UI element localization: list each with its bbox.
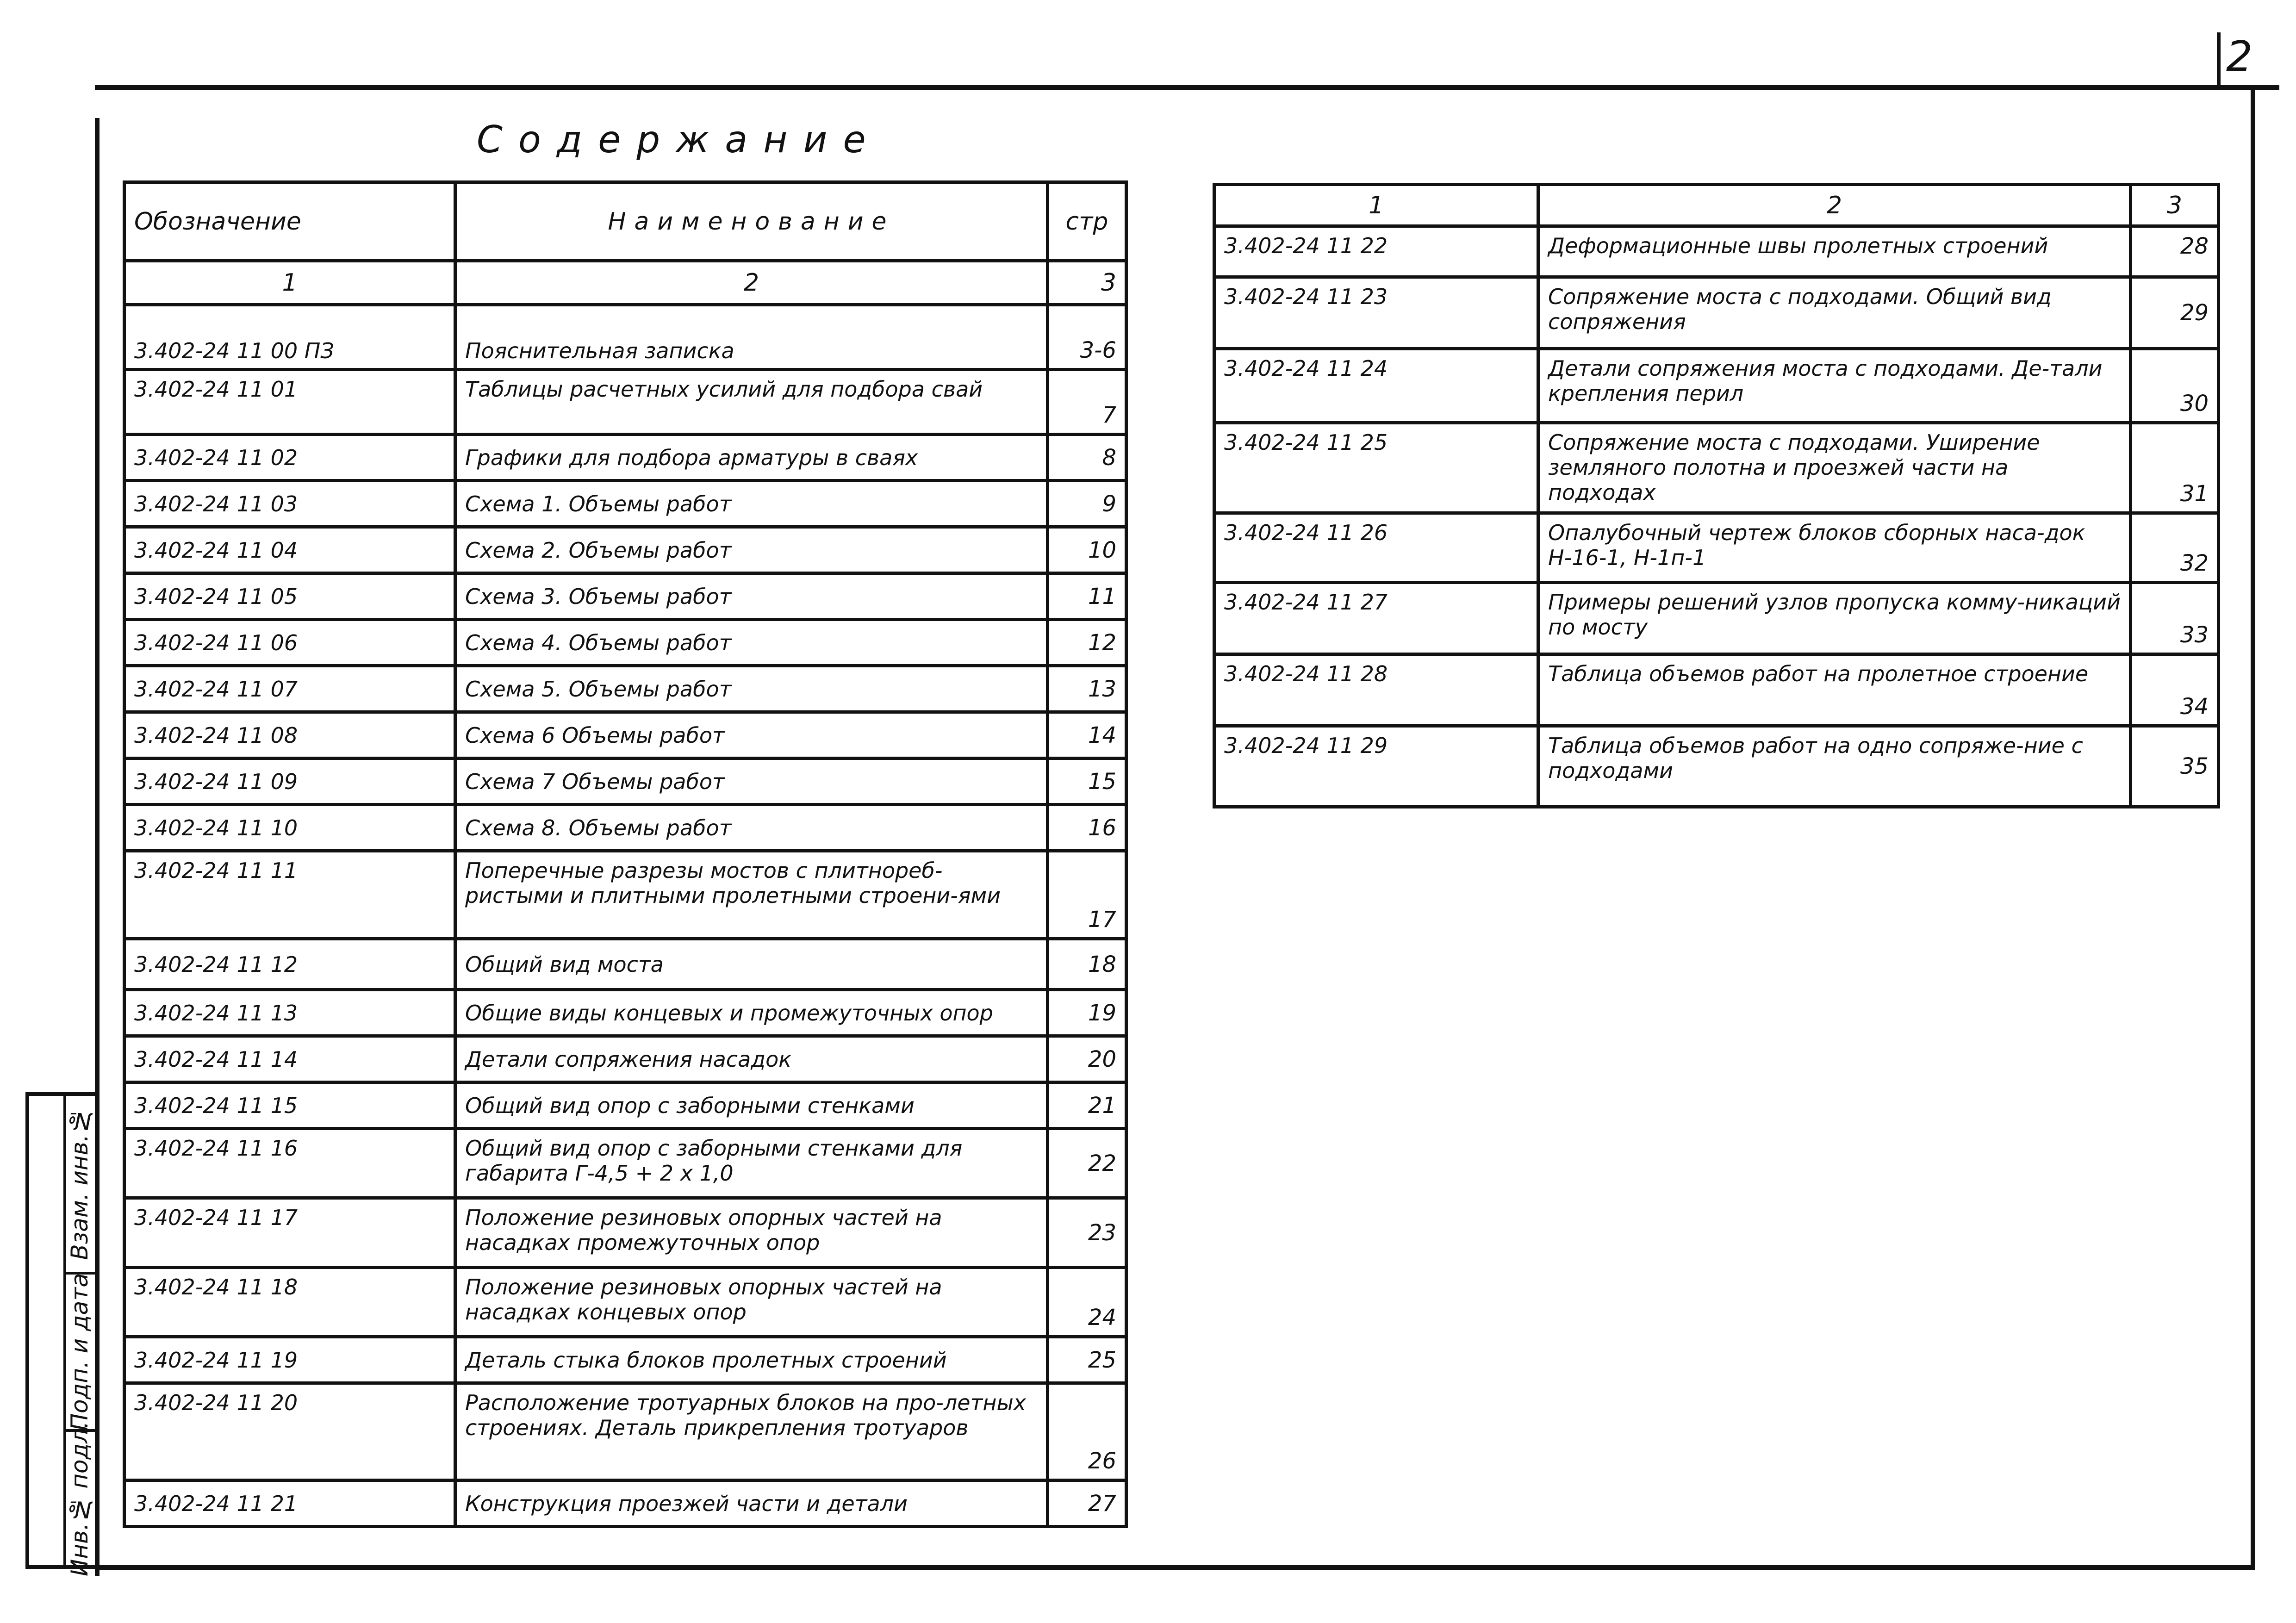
header-row: [124, 182, 1126, 261]
column-number-1: 1: [124, 261, 455, 305]
row-name: Пояснительная записка: [455, 305, 1048, 370]
row-code: 3.402-24 11 23: [1214, 277, 1538, 349]
row-name: Детали сопряжения моста с подходами. Де-тали крепления перил: [1538, 349, 2131, 423]
column-number-1: 1: [1214, 185, 1538, 226]
row-code: 3.402-24 11 17: [124, 1198, 455, 1268]
row-page: 14: [1048, 712, 1126, 759]
row-page: 29: [2131, 277, 2219, 349]
table-row: [124, 666, 1126, 712]
row-code: 3.402-24 11 16: [124, 1129, 455, 1198]
row-name: Схема 2. Объемы работ: [455, 527, 1048, 573]
row-code: 3.402-24 11 03: [124, 481, 455, 527]
table-row: [1214, 423, 2219, 513]
table-row: [124, 990, 1126, 1036]
row-name: Общие виды концевых и промежуточных опор: [455, 990, 1048, 1036]
table-row: [1214, 277, 2219, 349]
column-number-row: [1214, 185, 2219, 226]
row-name: Таблица объемов работ на пролетное строение: [1538, 654, 2131, 726]
stamp-label-signature: Подп. и дата: [66, 1273, 93, 1431]
frame-bottom-line: [95, 1565, 2255, 1570]
row-page: 31: [2131, 423, 2219, 513]
row-name: Схема 5. Объемы работ: [455, 666, 1048, 712]
table-row: [124, 573, 1126, 620]
table-row: [1214, 726, 2219, 807]
row-page: 30: [2131, 349, 2219, 423]
row-page: 9: [1048, 481, 1126, 527]
row-page: 10: [1048, 527, 1126, 573]
table-row: [1214, 654, 2219, 726]
row-code: 3.402-24 11 28: [1214, 654, 1538, 726]
table-row: [1214, 349, 2219, 423]
row-code: 3.402-24 11 08: [124, 712, 455, 759]
row-name: Расположение тротуарных блоков на про-летных строениях. Деталь прикрепления тротуаров: [455, 1383, 1048, 1480]
row-code: 3.402-24 11 27: [1214, 583, 1538, 654]
row-code: 3.402-24 11 00 ПЗ: [124, 305, 455, 370]
row-name: Деформационные швы пролетных строений: [1538, 226, 2131, 277]
row-page: 33: [2131, 583, 2219, 654]
row-name: Схема 6 Объемы работ: [455, 712, 1048, 759]
row-name: Конструкция проезжей части и детали: [455, 1480, 1048, 1527]
row-page: 12: [1048, 620, 1126, 666]
table-row: [124, 1480, 1126, 1527]
row-code: 3.402-24 11 22: [1214, 226, 1538, 277]
row-name: Схема 7 Объемы работ: [455, 759, 1048, 805]
table-row: [124, 805, 1126, 851]
row-page: 20: [1048, 1036, 1126, 1082]
row-page: 23: [1048, 1198, 1126, 1268]
row-page: 26: [1048, 1383, 1126, 1480]
row-name: Схема 8. Объемы работ: [455, 805, 1048, 851]
table-row: [124, 305, 1126, 370]
table-row: [124, 712, 1126, 759]
row-code: 3.402-24 11 14: [124, 1036, 455, 1082]
row-code: 3.402-24 11 12: [124, 939, 455, 990]
stamp-label-column: [63, 1096, 100, 1577]
table-row: [1214, 583, 2219, 654]
table-row: [124, 1036, 1126, 1082]
row-code: 3.402-24 11 18: [124, 1268, 455, 1337]
row-page: 22: [1048, 1129, 1126, 1198]
header-page: стр: [1048, 182, 1126, 261]
stamp-cell-replacement: [63, 1096, 96, 1272]
row-name: Детали сопряжения насадок: [455, 1036, 1048, 1082]
table-row: [124, 1268, 1126, 1337]
row-page: 8: [1048, 435, 1126, 481]
row-code: 3.402-24 11 01: [124, 370, 455, 435]
row-name: Опалубочный чертеж блоков сборных наса-док Н-16-1, Н-1п-1: [1538, 513, 2131, 583]
row-page: 17: [1048, 851, 1126, 939]
row-page: 19: [1048, 990, 1126, 1036]
side-stamp: [25, 1092, 100, 1577]
row-code: 3.402-24 11 05: [124, 573, 455, 620]
row-code: 3.402-24 11 29: [1214, 726, 1538, 807]
row-name: Положение резиновых опорных частей на насадках промежуточных опор: [455, 1198, 1048, 1268]
row-name: Деталь стыка блоков пролетных строений: [455, 1337, 1048, 1383]
stamp-label-inventory: Инв.№ подл.: [66, 1421, 93, 1577]
row-code: 3.402-24 11 02: [124, 435, 455, 481]
column-number-3: 3: [2131, 185, 2219, 226]
row-page: 3-6: [1048, 305, 1126, 370]
table-row: [124, 527, 1126, 573]
table-row: [1214, 226, 2219, 277]
page-number-divider: [2217, 32, 2221, 88]
row-name: Общий вид опор с заборными стенками для габарита Г-4,5 + 2 х 1,0: [455, 1129, 1048, 1198]
row-page: 15: [1048, 759, 1126, 805]
table-row: [124, 851, 1126, 939]
table-row: [124, 939, 1126, 990]
contents-table-right: [1213, 183, 2220, 808]
row-code: 3.402-24 11 24: [1214, 349, 1538, 423]
row-page: 21: [1048, 1082, 1126, 1129]
row-code: 3.402-24 11 11: [124, 851, 455, 939]
table-row: [124, 620, 1126, 666]
row-code: 3.402-24 11 25: [1214, 423, 1538, 513]
row-page: 24: [1048, 1268, 1126, 1337]
page-number: 2: [2226, 32, 2253, 81]
row-page: 27: [1048, 1480, 1126, 1527]
table-row: [124, 1129, 1126, 1198]
table-row: [124, 1337, 1126, 1383]
row-code: 3.402-24 11 04: [124, 527, 455, 573]
stamp-cell-signature: [63, 1272, 96, 1429]
table-row: [124, 1383, 1126, 1480]
column-number-row: [124, 261, 1126, 305]
table-row: [124, 481, 1126, 527]
table-row: [124, 759, 1126, 805]
row-code: 3.402-24 11 06: [124, 620, 455, 666]
header-designation: Обозначение: [124, 182, 455, 261]
row-code: 3.402-24 11 19: [124, 1337, 455, 1383]
table-row: [124, 435, 1126, 481]
frame-top-line: [95, 85, 2279, 90]
row-code: 3.402-24 11 20: [124, 1383, 455, 1480]
row-code: 3.402-24 11 13: [124, 990, 455, 1036]
row-page: 7: [1048, 370, 1126, 435]
row-name: Положение резиновых опорных частей на насадках концевых опор: [455, 1268, 1048, 1337]
row-name: Таблицы расчетных усилий для подбора свай: [455, 370, 1048, 435]
contents-table-left: [123, 180, 1128, 1528]
row-name: Схема 1. Объемы работ: [455, 481, 1048, 527]
row-name: Таблица объемов работ на одно сопряже-ние с подходами: [1538, 726, 2131, 807]
row-page: 16: [1048, 805, 1126, 851]
row-name: Графики для подбора арматуры в сваях: [455, 435, 1048, 481]
row-page: 28: [2131, 226, 2219, 277]
row-name: Схема 4. Объемы работ: [455, 620, 1048, 666]
row-name: Общий вид моста: [455, 939, 1048, 990]
row-code: 3.402-24 11 26: [1214, 513, 1538, 583]
row-code: 3.402-24 11 09: [124, 759, 455, 805]
row-name: Поперечные разрезы мостов с плитнореб-ристыми и плитными пролетными строени-ями: [455, 851, 1048, 939]
row-name: Сопряжение моста с подходами. Уширение земляного полотна и проезжей части на подходах: [1538, 423, 2131, 513]
column-number-2: 2: [455, 261, 1048, 305]
table-row: [124, 1082, 1126, 1129]
stamp-value-column: [29, 1096, 66, 1565]
row-page: 34: [2131, 654, 2219, 726]
row-page: 18: [1048, 939, 1126, 990]
row-code: 3.402-24 11 07: [124, 666, 455, 712]
page-title: Содержание: [477, 118, 882, 161]
header-name: Наименование: [455, 182, 1048, 261]
row-page: 25: [1048, 1337, 1126, 1383]
stamp-cell-inventory: [63, 1421, 96, 1577]
row-code: 3.402-24 11 10: [124, 805, 455, 851]
stamp-label-replacement: Взам. инв.№: [66, 1107, 93, 1260]
row-name: Сопряжение моста с подходами. Общий вид сопряжения: [1538, 277, 2131, 349]
row-name: Схема 3. Объемы работ: [455, 573, 1048, 620]
frame-right-line: [2251, 85, 2255, 1569]
table-row: [124, 370, 1126, 435]
row-code: 3.402-24 11 15: [124, 1082, 455, 1129]
row-page: 13: [1048, 666, 1126, 712]
row-name: Примеры решений узлов пропуска комму-никаций по мосту: [1538, 583, 2131, 654]
row-page: 11: [1048, 573, 1126, 620]
row-page: 35: [2131, 726, 2219, 807]
table-row: [1214, 513, 2219, 583]
row-page: 32: [2131, 513, 2219, 583]
column-number-2: 2: [1538, 185, 2131, 226]
table-row: [124, 1198, 1126, 1268]
column-number-3: 3: [1048, 261, 1126, 305]
row-name: Общий вид опор с заборными стенками: [455, 1082, 1048, 1129]
row-code: 3.402-24 11 21: [124, 1480, 455, 1527]
